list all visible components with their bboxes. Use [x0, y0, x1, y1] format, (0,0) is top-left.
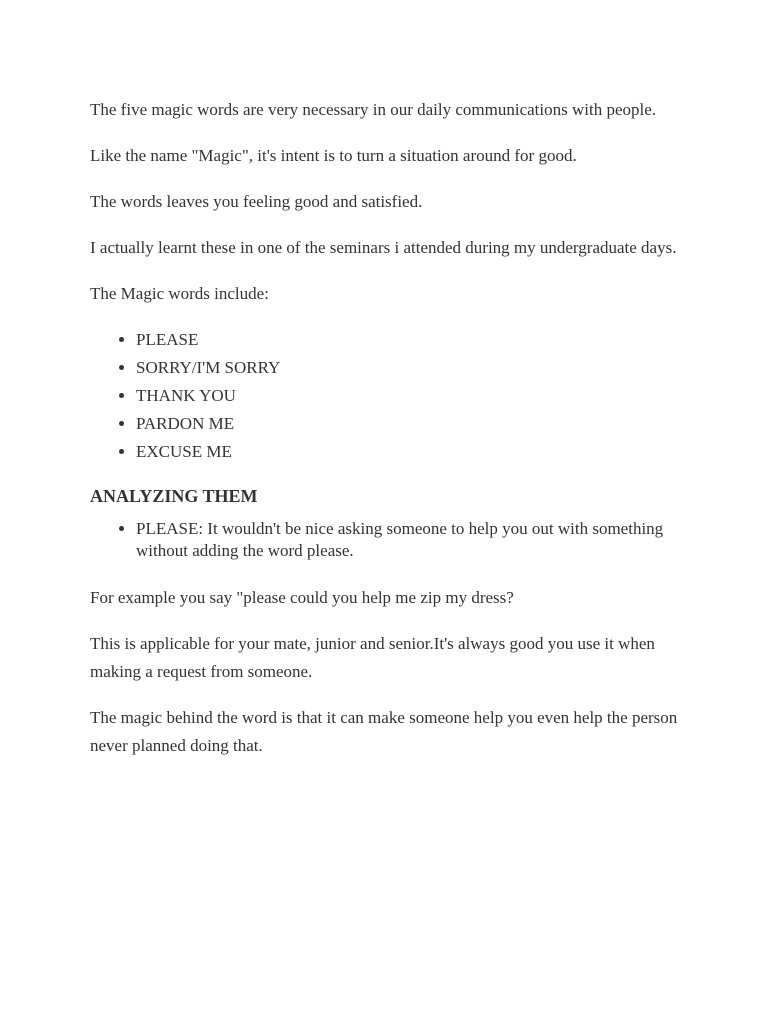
- paragraph-magic-name: Like the name "Magic", it's intent is to turn a situation around for good.: [90, 146, 577, 165]
- magic-words-list: [90, 326, 690, 466]
- list-item: • EXCUSE ME: [136, 438, 690, 466]
- paragraph-include: The Magic words include:: [90, 284, 269, 303]
- list-item: • PLEASE: It wouldn't be nice asking someone to help you out with something without adding the word please.: [136, 518, 690, 562]
- paragraph-feeling: The words leaves you feeling good and satisfied.: [90, 192, 423, 211]
- list-item: • PLEASE: [136, 326, 690, 354]
- paragraph-example: For example you say "please could you help me zip my dress?: [90, 588, 514, 607]
- list-item: • THANK YOU: [136, 382, 690, 410]
- list-item: • SORRY/I'M SORRY: [136, 354, 690, 382]
- section-heading: ANALYZING THEM: [90, 486, 258, 506]
- list-item: • PARDON ME: [136, 410, 690, 438]
- paragraph-seminar: I actually learnt these in one of the seminars i attended during my undergraduate days.: [90, 238, 677, 257]
- paragraph-applicable: This is applicable for your mate, junior and senior.It's always good you use it when making a request from someone.: [90, 634, 655, 681]
- paragraph-magic-behind: The magic behind the word is that it can make someone help you even help the person never planned doing that.: [90, 708, 678, 755]
- document-body: [90, 96, 690, 778]
- analysis-list: [90, 518, 690, 562]
- paragraph-intro: The five magic words are very necessary in our daily communications with people.: [90, 100, 657, 119]
